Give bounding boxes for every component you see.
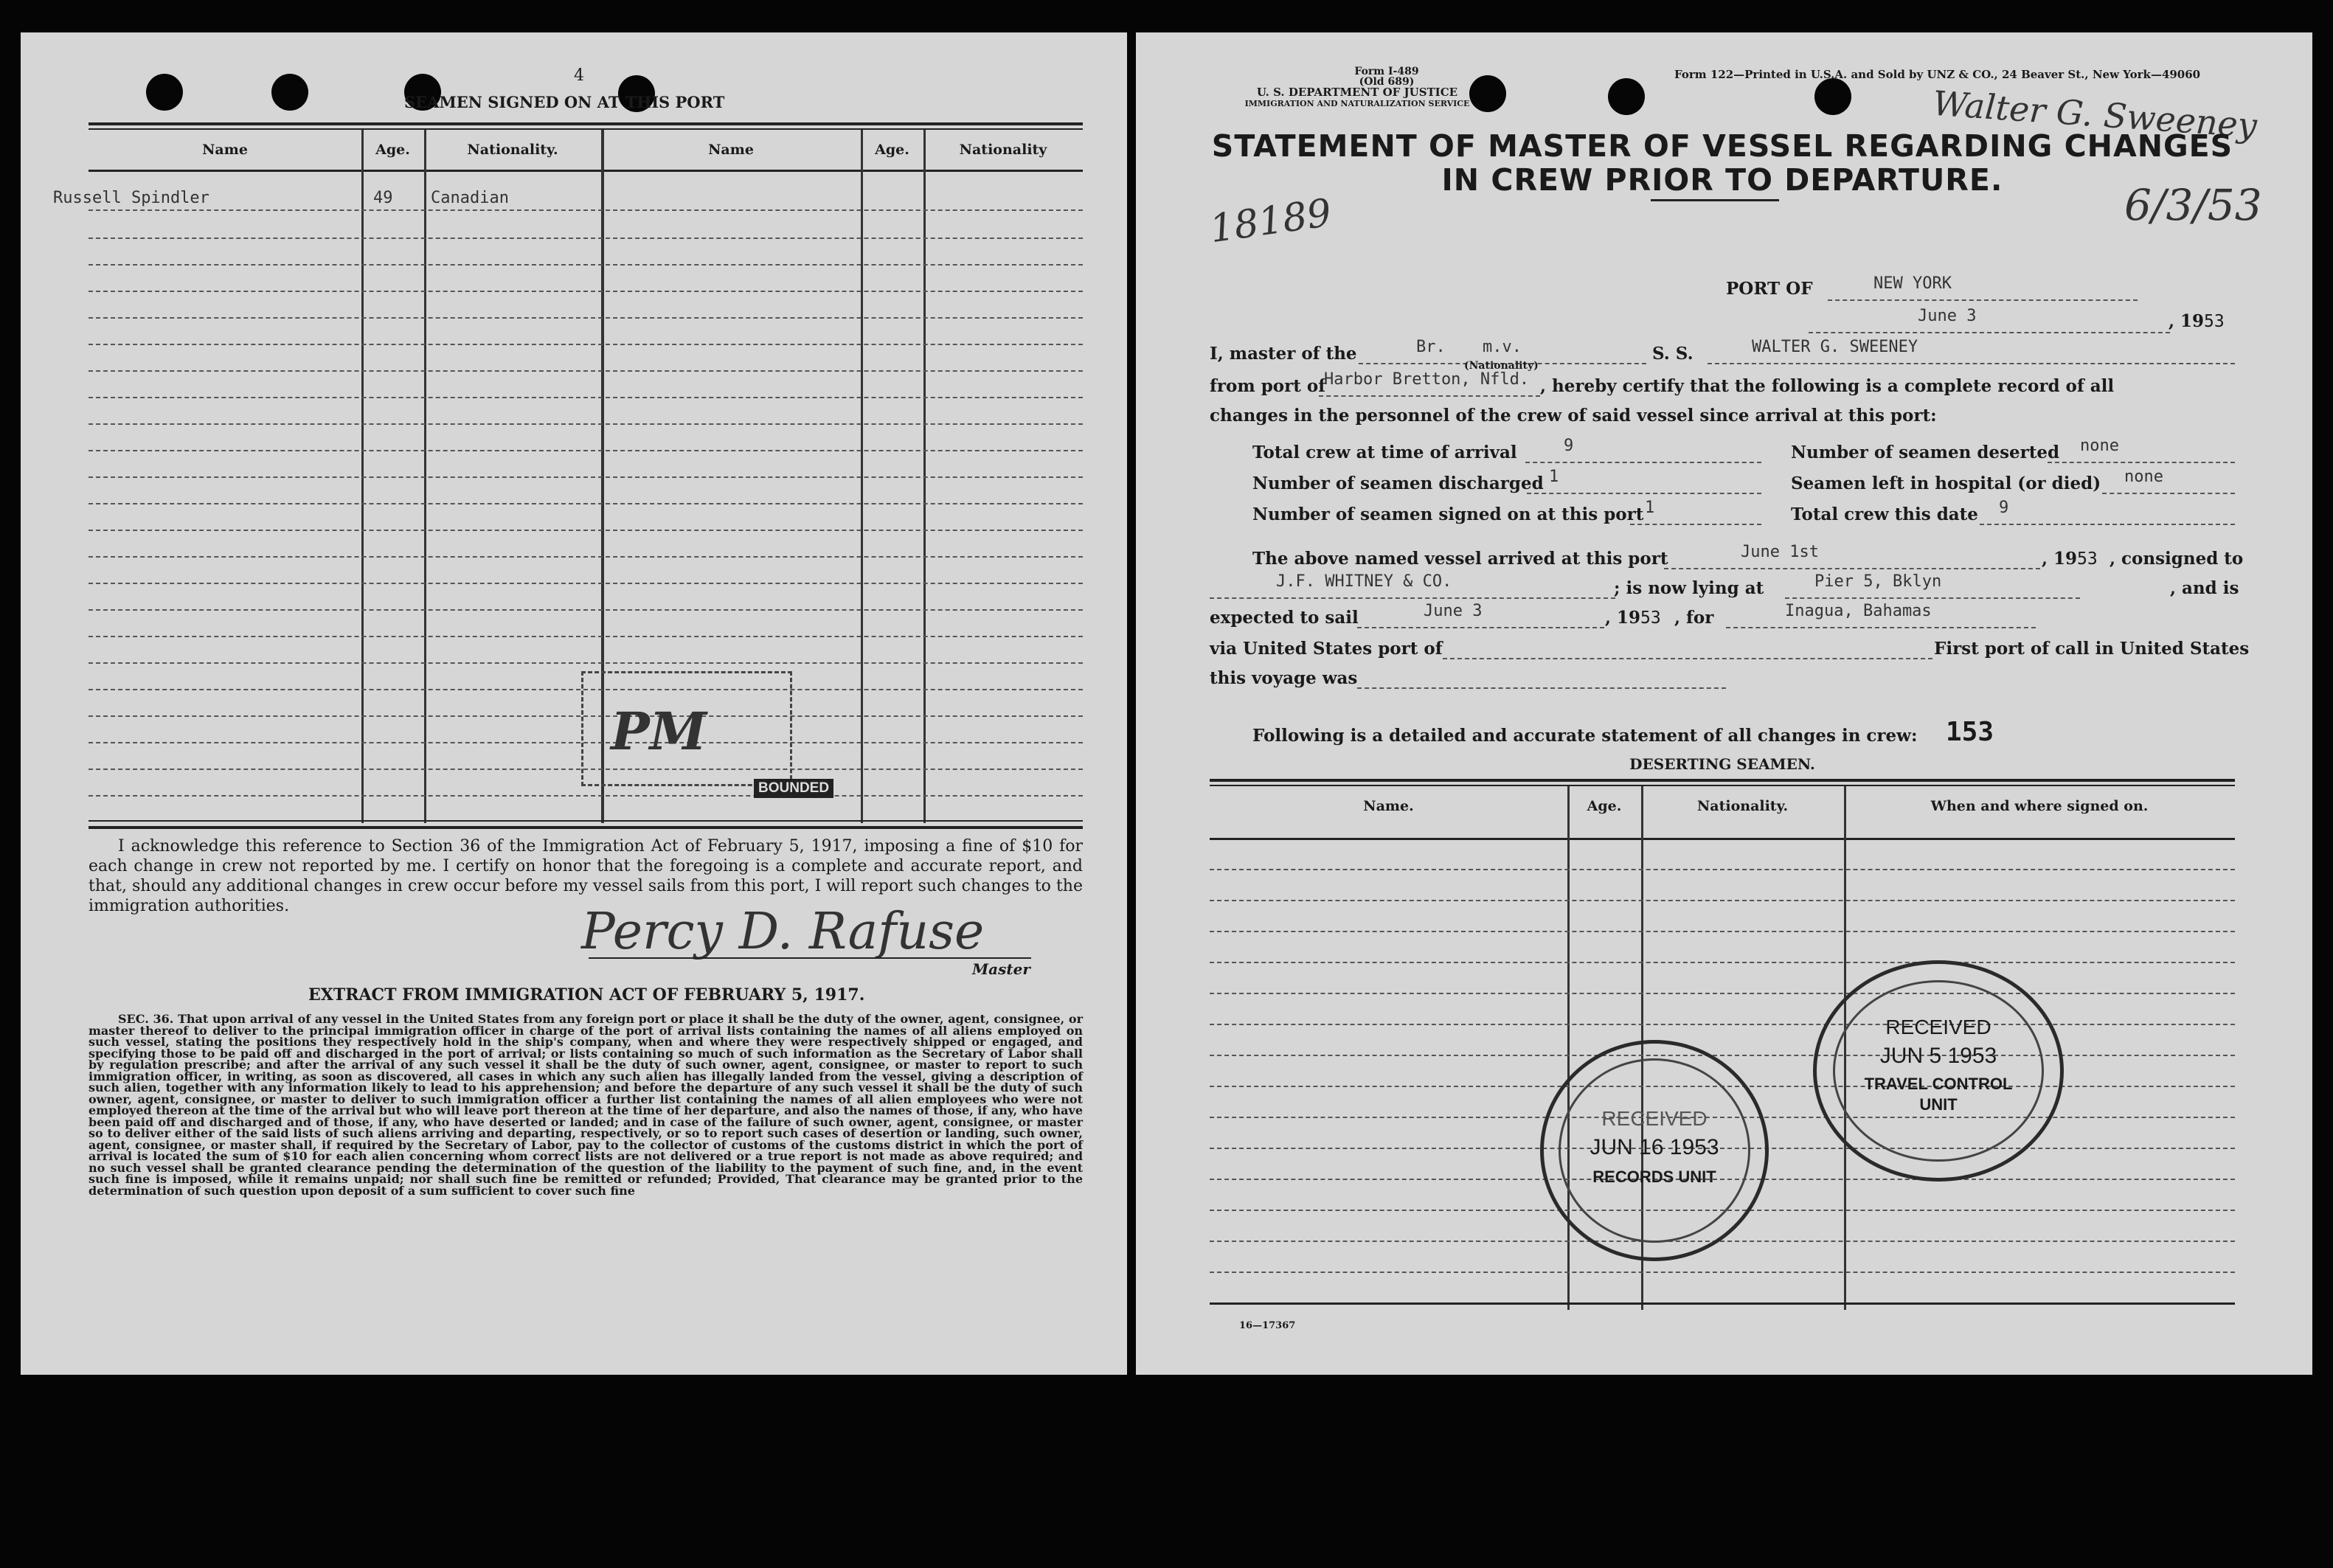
expected-year-row: , 1953: [1605, 608, 1661, 628]
row-line: [89, 450, 1083, 451]
signature-role: Master: [972, 960, 1030, 978]
form-number: Form I-489: [1354, 66, 1419, 77]
travel-control-stamp: [1813, 960, 2064, 1182]
vessel-type: m.v.: [1483, 338, 1522, 356]
table-cell-name: Russell Spindler: [53, 189, 209, 207]
stamp2-line4: UNIT: [1919, 1095, 1958, 1114]
stamp1-line2: JUN 16 1953: [1590, 1135, 1719, 1159]
consignee: J.F. WHITNEY & CO.: [1276, 572, 1452, 591]
port-line: [1828, 299, 2138, 301]
this-voyage-label: this voyage was: [1210, 668, 1358, 688]
row-line: [89, 317, 1083, 319]
port-value: NEW YORK: [1873, 274, 1952, 293]
row-line: [89, 264, 1083, 266]
lying-at: Pier 5, Bklyn: [1814, 572, 1942, 591]
hospital-value: none: [2124, 468, 2163, 486]
row-line: [89, 662, 1083, 664]
handwritten-number: 18189: [1207, 190, 1334, 252]
via-label: via United States port of: [1210, 639, 1443, 659]
row-line: [89, 344, 1083, 345]
date-value: June 3: [1918, 307, 1977, 325]
row-line: [1210, 931, 2235, 932]
section-title: SEAMEN SIGNED ON AT THIS PORT: [404, 93, 725, 111]
row-line: [89, 423, 1083, 425]
arrived-year: 53: [2077, 549, 2098, 569]
table-bottom-rule: [89, 820, 1083, 822]
table-top-rule-2: [89, 128, 1083, 130]
col-header-name: Name: [202, 142, 248, 158]
expected-year: 53: [1640, 608, 1661, 628]
deserting-table-bottom: [1210, 1302, 2235, 1305]
extract-text: SEC. 36. That upon arrival of any vessel in the United States from any foreign port or place it shall be the duty of the owner, agent, consignee, or master thereof to deliver to the principal immigration officer in charge of the port of arrival lists containing the names of all aliens employed on such vessel, stating the positions they respectively hold in the ship's company, when and where they were respectively shipped or engaged, and specifying those to be paid off and discharged in the port of arrival; or lists containing so much of such information as the Secretary of Labor shall by regulation prescribe; and after the arrival of any such vessel it shall be the duty of such owner, agent, consignee, or master to report to such immigration officer, in writing, as soon as discovered, all cases in which any such alien has illegally landed from the vessel, giving a description of such alien, together with any information likely to lead to his apprehension; and before the departure of any such vessel it shall be the duty of such owner, agent, consignee, or master to deliver to such immigration officer a further list containing the names of all alien employees who were not employed thereon at the time of the arrival but who will leave port thereon at the time of her departure, and also the names of those, if any, who have been paid off and discharged and of those, if any, who have deserted or landed; and in case of the failure of such owner, agent, consignee, or master so to deliver either of the said lists of such aliens arriving and departing, respectively, or so to report such cases of desertion or landing, such owner, agent, consignee, or master shall, if required by the Secretary of Labor, pay to the collector of customs of the customs district in which the port of arrival is located the sum of $10 for each alien concerning whom correct lists are not delivered or a true report is not made as above required; and no such vessel shall be granted clearance pending the determination of the question of the liability to the payment of such fine, and, in the event such fine is imposed, while it remains unpaid; nor shall such fine be remitted or refunded; Provided, That clearance may be granted prior to the determination of such question upon deposit of a sum sufficient to cover such fine: [89, 1012, 1083, 1198]
lying-label: ; is now lying at: [1614, 578, 1764, 598]
table-cell-age: 49: [373, 189, 393, 207]
records-unit-stamp: [1540, 1040, 1769, 1261]
stamp2-line2: JUN 5 1953: [1879, 1044, 1997, 1068]
from-port-value: Harbor Bretton, Nfld.: [1324, 370, 1530, 389]
deserting-header-rule: [1210, 838, 2235, 840]
arrived-date: June 1st: [1741, 543, 1819, 561]
from-port-line: [1319, 395, 1540, 397]
table-top-rule: [89, 122, 1083, 125]
row-line: [1210, 900, 2235, 901]
year-value: 53: [2204, 312, 2225, 331]
row-line: [89, 583, 1083, 584]
header-rule: [89, 170, 1083, 172]
stamp2-line1: RECEIVED: [1885, 1016, 1991, 1038]
printer-note: Form 122—Printed in U.S.A. and Sold by UNZ & CO., 24 Beaver St., New York—49060: [1674, 68, 2201, 81]
total-crew-label: Total crew this date: [1791, 504, 1978, 524]
row-line: [89, 556, 1083, 558]
row-line: [89, 476, 1083, 478]
row-line: [1210, 1272, 2235, 1273]
row-line: [89, 397, 1083, 398]
row-line: [1210, 1024, 2235, 1025]
col-header-nationality-2: Nationality: [959, 142, 1047, 158]
row-line: [89, 795, 1083, 797]
row-line: [1210, 962, 2235, 963]
for-label: , for: [1674, 608, 1714, 628]
fill-line: [1630, 524, 1761, 525]
deserting-table-top: [1210, 779, 2235, 782]
row-line: [89, 370, 1083, 372]
nationality-caption: (Nationality): [1464, 360, 1539, 372]
fill-line: [1527, 493, 1761, 494]
fill-line: [1357, 627, 1604, 628]
acknowledgment-text: I acknowledge this reference to Section 36 of the Immigration Act of February 5, 1917, imposing a fine of $10 for each change in crew not reported by me. I certify on honor that the foregoing is a complete and accurate report, and that, should any additional changes in crew occur before my vessel sails from this port, I will report such changes to the immigration authorities.: [89, 837, 1083, 915]
deserting-table-top-2: [1210, 785, 2235, 786]
certify-text-2: changes in the personnel of the crew of said vessel since arrival at this port:: [1210, 406, 1937, 426]
vessel-name: WALTER G. SWEENEY: [1752, 338, 1918, 356]
footer-code: 16—17367: [1239, 1320, 1296, 1331]
row-line: [89, 609, 1083, 611]
total-crew-arrival-value: 9: [1564, 437, 1574, 455]
fill-line: [1443, 658, 1932, 659]
deserted-value: none: [2080, 437, 2119, 455]
punch-hole: [1608, 78, 1645, 115]
year-prefix: 19: [2180, 311, 2205, 331]
form-title-line1: STATEMENT OF MASTER OF VESSEL REGARDING CHANGES: [1211, 128, 2233, 164]
consigned-label: , consigned to: [2110, 549, 2244, 569]
discharged-value: 1: [1549, 468, 1559, 486]
fill-line: [2102, 493, 2235, 494]
fill-line: [1726, 627, 2036, 628]
fill-line: [1210, 597, 1615, 599]
from-port-label: from port of: [1210, 376, 1326, 396]
punch-hole: [146, 74, 183, 111]
stamp1-line1: RECEIVED: [1601, 1107, 1708, 1130]
row-line: [1210, 1241, 2235, 1242]
signed-on-label: Number of seamen signed on at this port: [1252, 504, 1644, 524]
form-number-block: [1313, 66, 1460, 87]
row-line: [89, 291, 1083, 292]
fill-line: [2048, 462, 2235, 463]
deserting-title: DESERTING SEAMEN.: [1629, 755, 1815, 773]
row-line: [89, 237, 1083, 239]
left-page: [21, 32, 1127, 1375]
right-page: [1136, 32, 2312, 1375]
signature-line: [589, 957, 1031, 959]
deserting-col-age: Age.: [1587, 798, 1622, 814]
bounded-stamp: BOUNDED: [754, 779, 833, 798]
col-header-nationality: Nationality.: [467, 142, 558, 158]
row-line: [89, 636, 1083, 637]
arrived-year-row: , 1953: [2042, 549, 2098, 569]
row-line: [1210, 1055, 2235, 1056]
page-number: 4: [574, 66, 584, 85]
following-label: Following is a detailed and accurate statement of all changes in crew:: [1252, 726, 1918, 746]
expected-date: June 3: [1424, 602, 1483, 620]
ss-label: S. S.: [1652, 344, 1694, 364]
form-title-line2: IN CREW PRIOR TO DEPARTURE.: [1441, 162, 2003, 198]
fill-line: [1980, 524, 2235, 525]
deserting-col-signed-on: When and where signed on.: [1930, 798, 2149, 814]
changes-number: 153: [1946, 717, 1994, 747]
table-cell-nationality: Canadian: [431, 189, 509, 207]
col-header-age-2: Age.: [875, 142, 909, 158]
nationality-value: Br.: [1416, 338, 1446, 356]
row-line: [89, 503, 1083, 504]
service: IMMIGRATION AND NATURALIZATION SERVICE: [1244, 99, 1470, 108]
stamp1-line3: RECORDS UNIT: [1592, 1168, 1716, 1186]
discharged-label: Number of seamen discharged: [1252, 473, 1544, 493]
fill-line: [1525, 462, 1761, 463]
arrived-label: The above named vessel arrived at this port: [1252, 549, 1668, 569]
form-old: (Old 689): [1359, 76, 1415, 88]
table-bottom-rule-2: [89, 826, 1083, 829]
year-row: , 1953: [2169, 311, 2225, 331]
fill-line: [1664, 568, 2040, 569]
and-is-label: , and is: [2170, 578, 2239, 598]
date-line: [1809, 332, 2170, 333]
punch-hole: [1814, 78, 1851, 115]
row-line: [89, 209, 1083, 211]
stamp-initials: PM: [611, 701, 707, 762]
fill-line: [1357, 687, 1726, 689]
deserting-col-line: [1567, 786, 1570, 1310]
fill-line: [1785, 597, 2080, 599]
handwritten-name: Walter G. Sweeney: [1931, 83, 2259, 146]
title-underline: [1651, 199, 1779, 201]
vessel-name-line: [1708, 363, 2235, 364]
row-line: [1210, 993, 2235, 994]
master-of-label: I, master of the: [1210, 344, 1357, 364]
total-crew-arrival-label: Total crew at time of arrival: [1252, 443, 1517, 462]
department-block: [1210, 87, 1505, 109]
signed-on-value: 1: [1645, 499, 1655, 517]
col-header-age: Age.: [375, 142, 410, 158]
department: U. S. DEPARTMENT OF JUSTICE: [1256, 86, 1458, 99]
extract-title: EXTRACT FROM IMMIGRATION ACT OF FEBRUARY 5, 1917.: [308, 985, 865, 1005]
punch-hole: [271, 74, 308, 111]
total-crew-value: 9: [1999, 499, 2009, 517]
expected-label: expected to sail: [1210, 608, 1359, 628]
master-signature: Percy D. Rafuse: [581, 903, 985, 961]
row-line: [1210, 869, 2235, 870]
deserted-label: Number of seamen deserted: [1791, 443, 2060, 462]
first-port-label: First port of call in United States: [1934, 639, 2250, 659]
deserting-col-name: Name.: [1363, 798, 1414, 814]
deserting-col-nationality: Nationality.: [1696, 798, 1789, 814]
handwritten-date: 6/3/53: [2124, 180, 2262, 230]
destination: Inagua, Bahamas: [1785, 602, 1932, 620]
port-label: PORT OF: [1726, 279, 1813, 299]
certify-text: , hereby certify that the following is a complete record of all: [1540, 376, 2115, 396]
hospital-label: Seamen left in hospital (or died): [1791, 473, 2101, 493]
stamp2-line3: TRAVEL CONTROL: [1864, 1075, 2013, 1093]
row-line: [89, 530, 1083, 531]
col-header-name-2: Name: [708, 142, 754, 158]
